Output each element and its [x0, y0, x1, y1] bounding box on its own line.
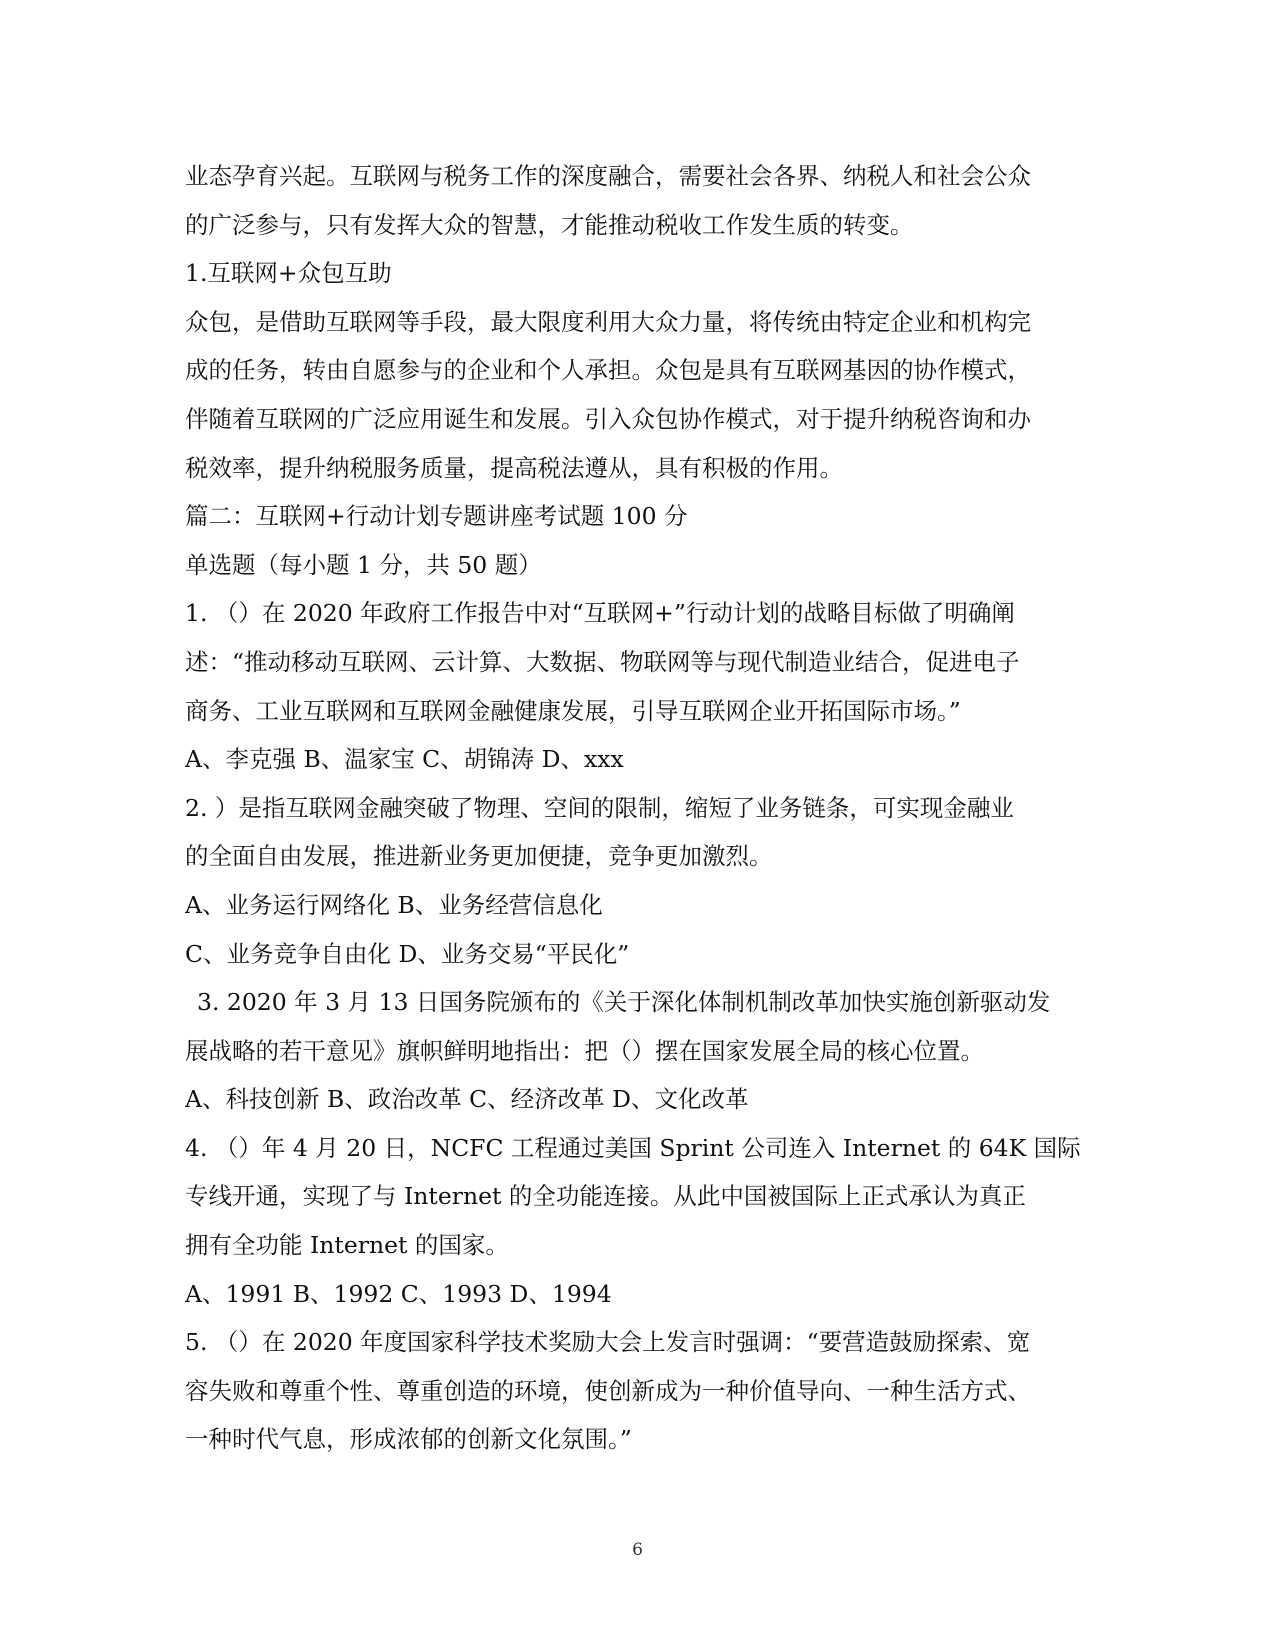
text-line: 税效率，提升纳税服务质量，提高税法遵从，具有积极的作用。	[185, 453, 843, 482]
page-number: 6	[632, 1540, 643, 1560]
question-2-options: C、业务竞争自由化 D、业务交易“平民化”	[185, 939, 630, 968]
document-body	[185, 152, 1090, 1464]
question-5-line: 容失败和尊重个性、尊重创造的环境，使创新成为一种价值导向、一种生活方式、	[185, 1376, 1031, 1405]
part-heading: 篇二：互联网+行动计划专题讲座考试题 100 分	[185, 502, 688, 531]
question-3-line: 展战略的若干意见》旗帜鲜明地指出：把（）摆在国家发展全局的核心位置。	[185, 1036, 984, 1065]
question-3-options: A、科技创新 B、政治改革 C、经济改革 D、文化改革	[185, 1085, 749, 1114]
text-line: 众包，是借助互联网等手段，最大限度利用大众力量，将传统由特定企业和机构完	[185, 307, 1031, 336]
question-1-line: 1. （）在 2020 年政府工作报告中对“互联网+”行动计划的战略目标做了明确阐	[185, 599, 1015, 628]
question-4-options: A、1991 B、1992 C、1993 D、1994	[185, 1279, 612, 1308]
question-1-line: 述：“推动移动互联网、云计算、大数据、物联网等与现代制造业结合，促进电子	[185, 647, 1020, 676]
question-1-line: 商务、工业互联网和互联网金融健康发展，引导互联网企业开拓国际市场。”	[185, 696, 961, 725]
question-2-options: A、业务运行网络化 B、业务经营信息化	[185, 890, 603, 919]
question-1-options: A、李克强 B、温家宝 C、胡锦涛 D、xxx	[185, 745, 624, 774]
question-section-heading: 单选题（每小题 1 分，共 50 题）	[185, 550, 542, 579]
question-5-line: 一种时代气息，形成浓郁的创新文化氛围。”	[185, 1425, 632, 1454]
question-4-line: 拥有全功能 Internet 的国家。	[185, 1231, 509, 1260]
question-3-line: 3. 2020 年 3 月 13 日国务院颁布的《关于深化体制机制改革加快实施创新驱动发	[197, 988, 1051, 1017]
question-4-line: 4. （）年 4 月 20 日，NCFC 工程通过美国 Sprint 公司连入 Internet 的 64K 国际	[185, 1133, 1081, 1162]
question-5-line: 5. （）在 2020 年度国家科学技术奖励大会上发言时强调：“要营造鼓励探索、宽	[185, 1328, 1031, 1357]
text-line: 伴随着互联网的广泛应用诞生和发展。引入众包协作模式，对于提升纳税咨询和办	[185, 404, 1031, 433]
question-2-line: 2. ）是指互联网金融突破了物理、空间的限制，缩短了业务链条，可实现金融业	[185, 793, 1014, 822]
text-line: 成的任务，转由自愿参与的企业和个人承担。众包是具有互联网基因的协作模式，	[185, 356, 1031, 385]
text-line: 业态孕育兴起。互联网与税务工作的深度融合，需要社会各界、纳税人和社会公众	[185, 162, 1031, 190]
text-line: 的广泛参与，只有发挥大众的智慧，才能推动税收工作发生质的转变。	[185, 210, 914, 239]
question-2-line: 的全面自由发展，推进新业务更加便捷，竞争更加激烈。	[185, 842, 773, 871]
question-4-line: 专线开通，实现了与 Internet 的全功能连接。从此中国被国际上正式承认为真正	[185, 1182, 1026, 1211]
section-heading: 1.互联网+众包互助	[185, 259, 392, 288]
